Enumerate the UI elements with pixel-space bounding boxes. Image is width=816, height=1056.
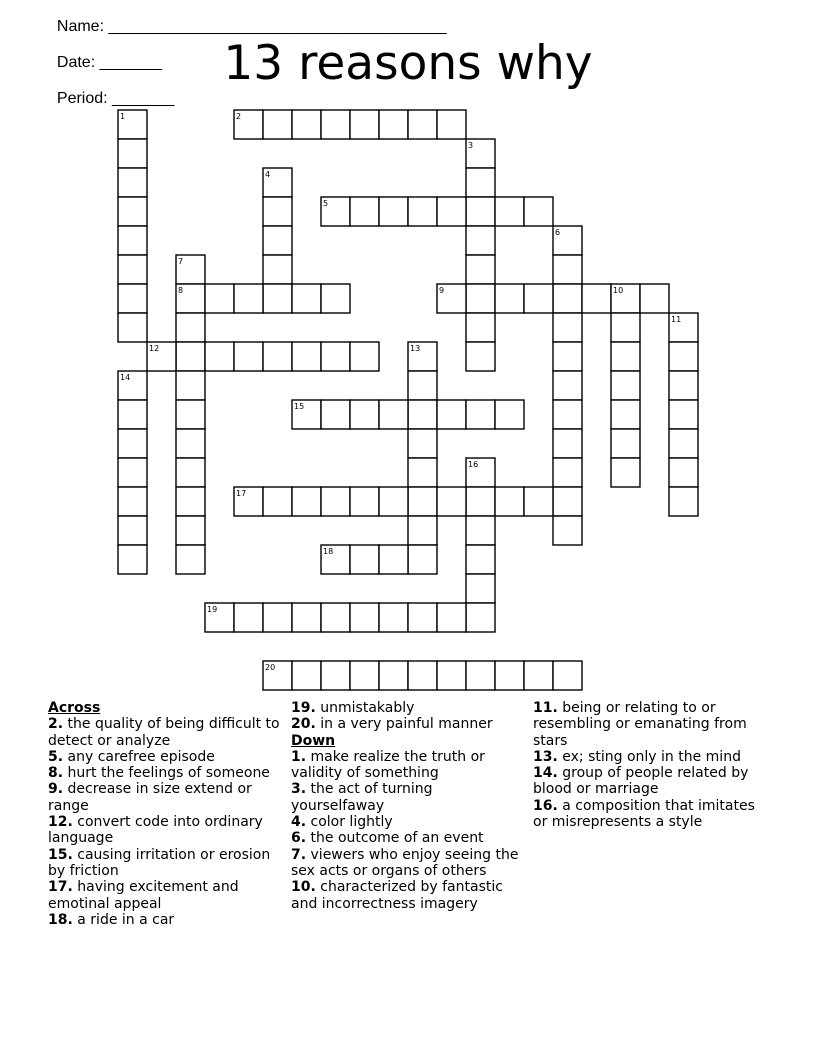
grid-cell[interactable] bbox=[350, 487, 379, 516]
grid-cell[interactable] bbox=[553, 255, 582, 284]
clue-item bbox=[291, 781, 527, 814]
grid-cell[interactable] bbox=[176, 487, 205, 516]
page-title: 13 reasons why bbox=[223, 36, 593, 91]
grid-cell[interactable] bbox=[321, 400, 350, 429]
clue-item bbox=[48, 716, 280, 749]
clue-item bbox=[48, 781, 280, 814]
grid-cell[interactable] bbox=[118, 284, 147, 313]
grid-cell[interactable] bbox=[553, 400, 582, 429]
grid-cell[interactable] bbox=[408, 487, 437, 516]
grid-cell[interactable] bbox=[524, 284, 553, 313]
grid-cell[interactable] bbox=[263, 226, 292, 255]
clue-text: hurt the feelings of someone bbox=[63, 765, 270, 782]
grid-cell[interactable] bbox=[437, 603, 466, 632]
grid-cell[interactable] bbox=[582, 284, 611, 313]
grid-cell[interactable] bbox=[611, 371, 640, 400]
grid-cell[interactable] bbox=[611, 429, 640, 458]
grid-cell[interactable] bbox=[350, 342, 379, 371]
clue-item bbox=[291, 700, 527, 716]
clue-number: 18. bbox=[48, 911, 73, 928]
grid-cell[interactable] bbox=[466, 255, 495, 284]
grid-cell[interactable] bbox=[408, 197, 437, 226]
clue-number: 1. bbox=[291, 748, 307, 765]
grid-cell[interactable] bbox=[379, 545, 408, 574]
grid-cell[interactable] bbox=[234, 603, 263, 632]
grid-cell[interactable] bbox=[176, 429, 205, 458]
cell-number: 6 bbox=[555, 228, 561, 237]
grid-cell[interactable] bbox=[669, 487, 698, 516]
grid-cell[interactable] bbox=[408, 400, 437, 429]
grid-cell[interactable] bbox=[611, 458, 640, 487]
cell-number: 7 bbox=[178, 257, 184, 266]
grid-cell[interactable] bbox=[350, 661, 379, 690]
clue-item bbox=[48, 749, 280, 765]
grid-cell[interactable] bbox=[466, 197, 495, 226]
grid-cell[interactable] bbox=[553, 516, 582, 545]
grid-cell[interactable] bbox=[466, 516, 495, 545]
clue-text: the quality of being difficult to detect or analyze bbox=[48, 716, 280, 749]
down-heading: Down bbox=[291, 732, 336, 749]
clue-number: 7. bbox=[291, 846, 307, 863]
clue-text: having excitement and emotinal appeal bbox=[48, 879, 239, 912]
grid-cell[interactable] bbox=[292, 342, 321, 371]
clue-number: 20. bbox=[291, 716, 316, 733]
clue-text: characterized by fantastic and incorrectness imagery bbox=[291, 879, 503, 912]
clue-item bbox=[48, 847, 280, 880]
grid-cell[interactable] bbox=[553, 458, 582, 487]
grid-cell[interactable] bbox=[669, 458, 698, 487]
cell-number: 5 bbox=[323, 199, 329, 208]
grid-cell[interactable] bbox=[524, 487, 553, 516]
grid-cell[interactable] bbox=[379, 603, 408, 632]
clue-number: 2. bbox=[48, 716, 64, 733]
grid-cell[interactable] bbox=[292, 603, 321, 632]
grid-cell[interactable] bbox=[263, 603, 292, 632]
clue-item bbox=[533, 749, 773, 765]
grid-cell[interactable] bbox=[466, 226, 495, 255]
clue-text: a composition that imitates or misrepresents a style bbox=[533, 797, 755, 831]
clue-text: the outcome of an event bbox=[306, 830, 484, 847]
clues-column-3 bbox=[533, 700, 773, 830]
grid-cell[interactable] bbox=[292, 487, 321, 516]
grid-cell[interactable] bbox=[669, 371, 698, 400]
grid-cell[interactable] bbox=[118, 255, 147, 284]
grid-cell[interactable] bbox=[234, 284, 263, 313]
grid-cell[interactable] bbox=[437, 110, 466, 139]
clue-text: any carefree episode bbox=[63, 748, 215, 765]
grid-cell[interactable] bbox=[466, 574, 495, 603]
grid-cell[interactable] bbox=[118, 226, 147, 255]
grid-cell[interactable] bbox=[408, 429, 437, 458]
cell-number: 17 bbox=[236, 489, 247, 498]
clue-text: unmistakably bbox=[315, 700, 415, 716]
grid-cell[interactable] bbox=[466, 661, 495, 690]
clue-item bbox=[533, 700, 773, 749]
grid-cell[interactable] bbox=[118, 139, 147, 168]
grid-cell[interactable] bbox=[176, 371, 205, 400]
grid-cell[interactable] bbox=[611, 400, 640, 429]
grid-cell[interactable] bbox=[176, 342, 205, 371]
clue-text: convert code into ordinary language bbox=[48, 814, 263, 847]
clue-item bbox=[291, 830, 527, 846]
grid-cell[interactable] bbox=[466, 284, 495, 313]
grid-cell[interactable] bbox=[176, 400, 205, 429]
grid-cell[interactable] bbox=[205, 284, 234, 313]
grid-cell[interactable] bbox=[437, 661, 466, 690]
grid-cell[interactable] bbox=[495, 197, 524, 226]
grid-cell[interactable] bbox=[495, 661, 524, 690]
grid-cell[interactable] bbox=[321, 603, 350, 632]
clues-column-1 bbox=[48, 700, 280, 928]
clue-text: being or relating to or resembling or emanating from stars bbox=[533, 700, 747, 749]
cell-number: 13 bbox=[410, 344, 421, 353]
clue-text: a ride in a car bbox=[72, 911, 175, 928]
clue-text: ex; sting only in the mind bbox=[557, 748, 741, 765]
grid-cell[interactable] bbox=[466, 545, 495, 574]
grid-cell[interactable] bbox=[350, 110, 379, 139]
cell-number: 2 bbox=[236, 112, 242, 121]
name-field[interactable]: Name: ______________________________________ bbox=[56, 18, 447, 35]
clue-item bbox=[48, 879, 280, 912]
grid-cell[interactable] bbox=[553, 487, 582, 516]
grid-cell[interactable] bbox=[321, 487, 350, 516]
grid-cell[interactable] bbox=[553, 284, 582, 313]
grid-cell[interactable] bbox=[176, 313, 205, 342]
grid-cell[interactable] bbox=[524, 197, 553, 226]
clue-item bbox=[291, 749, 527, 782]
clue-item bbox=[48, 814, 280, 847]
grid-cell[interactable] bbox=[321, 342, 350, 371]
grid-cell[interactable] bbox=[495, 284, 524, 313]
period-field[interactable]: Period: _______ bbox=[56, 90, 175, 107]
grid-cell[interactable] bbox=[176, 458, 205, 487]
clue-number: 13. bbox=[533, 748, 558, 765]
grid-cell[interactable] bbox=[408, 661, 437, 690]
clue-number: 17. bbox=[48, 879, 73, 896]
grid-cell[interactable] bbox=[553, 429, 582, 458]
grid-cell[interactable] bbox=[524, 661, 553, 690]
grid-cell[interactable] bbox=[292, 284, 321, 313]
grid-cell[interactable] bbox=[379, 400, 408, 429]
grid-cell[interactable] bbox=[350, 603, 379, 632]
grid-cell[interactable] bbox=[118, 545, 147, 574]
grid-cell[interactable] bbox=[234, 342, 263, 371]
grid-cell[interactable] bbox=[379, 487, 408, 516]
cell-number: 15 bbox=[294, 402, 305, 411]
clue-text: in a very painful manner bbox=[315, 716, 493, 733]
grid-cell[interactable] bbox=[669, 400, 698, 429]
clue-number: 3. bbox=[291, 781, 307, 798]
grid-cell[interactable] bbox=[292, 661, 321, 690]
clue-number: 12. bbox=[48, 814, 73, 831]
grid-cell[interactable] bbox=[437, 197, 466, 226]
clue-number: 15. bbox=[48, 846, 73, 863]
grid-cell[interactable] bbox=[553, 371, 582, 400]
clue-item bbox=[533, 798, 773, 831]
grid-cell[interactable] bbox=[263, 284, 292, 313]
grid-cell[interactable] bbox=[437, 400, 466, 429]
grid-cell[interactable] bbox=[408, 458, 437, 487]
grid-cell[interactable] bbox=[408, 516, 437, 545]
date-field[interactable]: Date: _______ bbox=[56, 54, 162, 71]
clue-item bbox=[48, 912, 280, 928]
grid-cell[interactable] bbox=[263, 110, 292, 139]
grid-cell[interactable] bbox=[321, 661, 350, 690]
grid-cell[interactable] bbox=[437, 487, 466, 516]
clue-text: color lightly bbox=[306, 814, 393, 831]
grid-cell[interactable] bbox=[669, 429, 698, 458]
cell-number: 8 bbox=[178, 286, 184, 295]
grid-cell[interactable] bbox=[408, 110, 437, 139]
clue-number: 10. bbox=[291, 879, 316, 896]
clue-number: 5. bbox=[48, 748, 64, 765]
grid-cell[interactable] bbox=[379, 110, 408, 139]
clue-item bbox=[291, 716, 527, 732]
grid-cell[interactable] bbox=[176, 545, 205, 574]
grid-cell[interactable] bbox=[611, 342, 640, 371]
grid-cell[interactable] bbox=[321, 110, 350, 139]
clue-item bbox=[291, 879, 527, 912]
grid-cell[interactable] bbox=[321, 284, 350, 313]
clue-number: 14. bbox=[533, 765, 558, 782]
grid-cell[interactable] bbox=[669, 342, 698, 371]
cell-number: 18 bbox=[323, 547, 334, 556]
grid-cell[interactable] bbox=[495, 487, 524, 516]
grid-cell[interactable] bbox=[118, 487, 147, 516]
grid-cell[interactable] bbox=[640, 284, 669, 313]
grid-cell[interactable] bbox=[408, 545, 437, 574]
clue-number: 19. bbox=[291, 700, 316, 716]
cell-number: 11 bbox=[671, 315, 682, 324]
grid-cell[interactable] bbox=[466, 487, 495, 516]
grid-cell[interactable] bbox=[350, 197, 379, 226]
cell-number: 10 bbox=[613, 286, 624, 295]
clue-text: viewers who enjoy seeing the sex acts or organs of others bbox=[291, 846, 519, 879]
cell-number: 12 bbox=[149, 344, 160, 353]
grid-cell[interactable] bbox=[466, 603, 495, 632]
clues-column-2 bbox=[291, 700, 527, 912]
cell-number: 4 bbox=[265, 170, 271, 179]
grid-cell[interactable] bbox=[263, 197, 292, 226]
clue-number: 8. bbox=[48, 765, 64, 782]
grid-cell[interactable] bbox=[553, 313, 582, 342]
cell-number: 19 bbox=[207, 605, 218, 614]
grid-cell[interactable] bbox=[118, 168, 147, 197]
clue-text: causing irritation or erosion by friction bbox=[48, 846, 271, 879]
grid-cell[interactable] bbox=[408, 603, 437, 632]
clue-number: 4. bbox=[291, 814, 307, 831]
grid-cell[interactable] bbox=[466, 168, 495, 197]
cell-number: 1 bbox=[120, 112, 126, 121]
grid-cell[interactable] bbox=[611, 313, 640, 342]
grid-cell[interactable] bbox=[553, 342, 582, 371]
grid-cell[interactable] bbox=[350, 400, 379, 429]
grid-cell[interactable] bbox=[176, 516, 205, 545]
grid-cell[interactable] bbox=[118, 516, 147, 545]
grid-cell[interactable] bbox=[263, 255, 292, 284]
clue-number: 6. bbox=[291, 830, 307, 847]
clue-item bbox=[533, 765, 773, 798]
grid-cell[interactable] bbox=[263, 342, 292, 371]
clue-number: 9. bbox=[48, 781, 64, 798]
grid-cell[interactable] bbox=[263, 487, 292, 516]
grid-cell[interactable] bbox=[379, 197, 408, 226]
cell-number: 9 bbox=[439, 286, 445, 295]
grid-cell[interactable] bbox=[118, 400, 147, 429]
grid-cell[interactable] bbox=[118, 313, 147, 342]
grid-cell[interactable] bbox=[118, 197, 147, 226]
grid-cell[interactable] bbox=[466, 342, 495, 371]
grid-cell[interactable] bbox=[292, 110, 321, 139]
clue-number: 16. bbox=[533, 797, 558, 814]
clue-text: make realize the truth or validity of something bbox=[291, 748, 485, 782]
grid-cell[interactable] bbox=[466, 313, 495, 342]
grid-cell[interactable] bbox=[118, 429, 147, 458]
grid-cell[interactable] bbox=[495, 400, 524, 429]
clue-text: group of people related by blood or marriage bbox=[533, 765, 749, 798]
clue-number: 11. bbox=[533, 700, 558, 716]
clue-text: the act of turning yourselfaway bbox=[291, 781, 433, 814]
clue-item bbox=[291, 847, 527, 880]
grid-cell[interactable] bbox=[379, 661, 408, 690]
grid-cell[interactable] bbox=[350, 545, 379, 574]
clue-text: decrease in size extend or range bbox=[48, 781, 252, 814]
grid-cell[interactable] bbox=[466, 400, 495, 429]
grid-cell[interactable] bbox=[205, 342, 234, 371]
clue-item bbox=[291, 814, 527, 830]
grid-cell[interactable] bbox=[118, 458, 147, 487]
cell-number: 20 bbox=[265, 663, 276, 672]
grid-cell[interactable] bbox=[408, 371, 437, 400]
clue-item bbox=[48, 765, 280, 781]
cell-number: 14 bbox=[120, 373, 131, 382]
cell-number: 3 bbox=[468, 141, 474, 150]
across-heading: Across bbox=[48, 700, 101, 716]
cell-number: 16 bbox=[468, 460, 479, 469]
grid-cell[interactable] bbox=[553, 661, 582, 690]
